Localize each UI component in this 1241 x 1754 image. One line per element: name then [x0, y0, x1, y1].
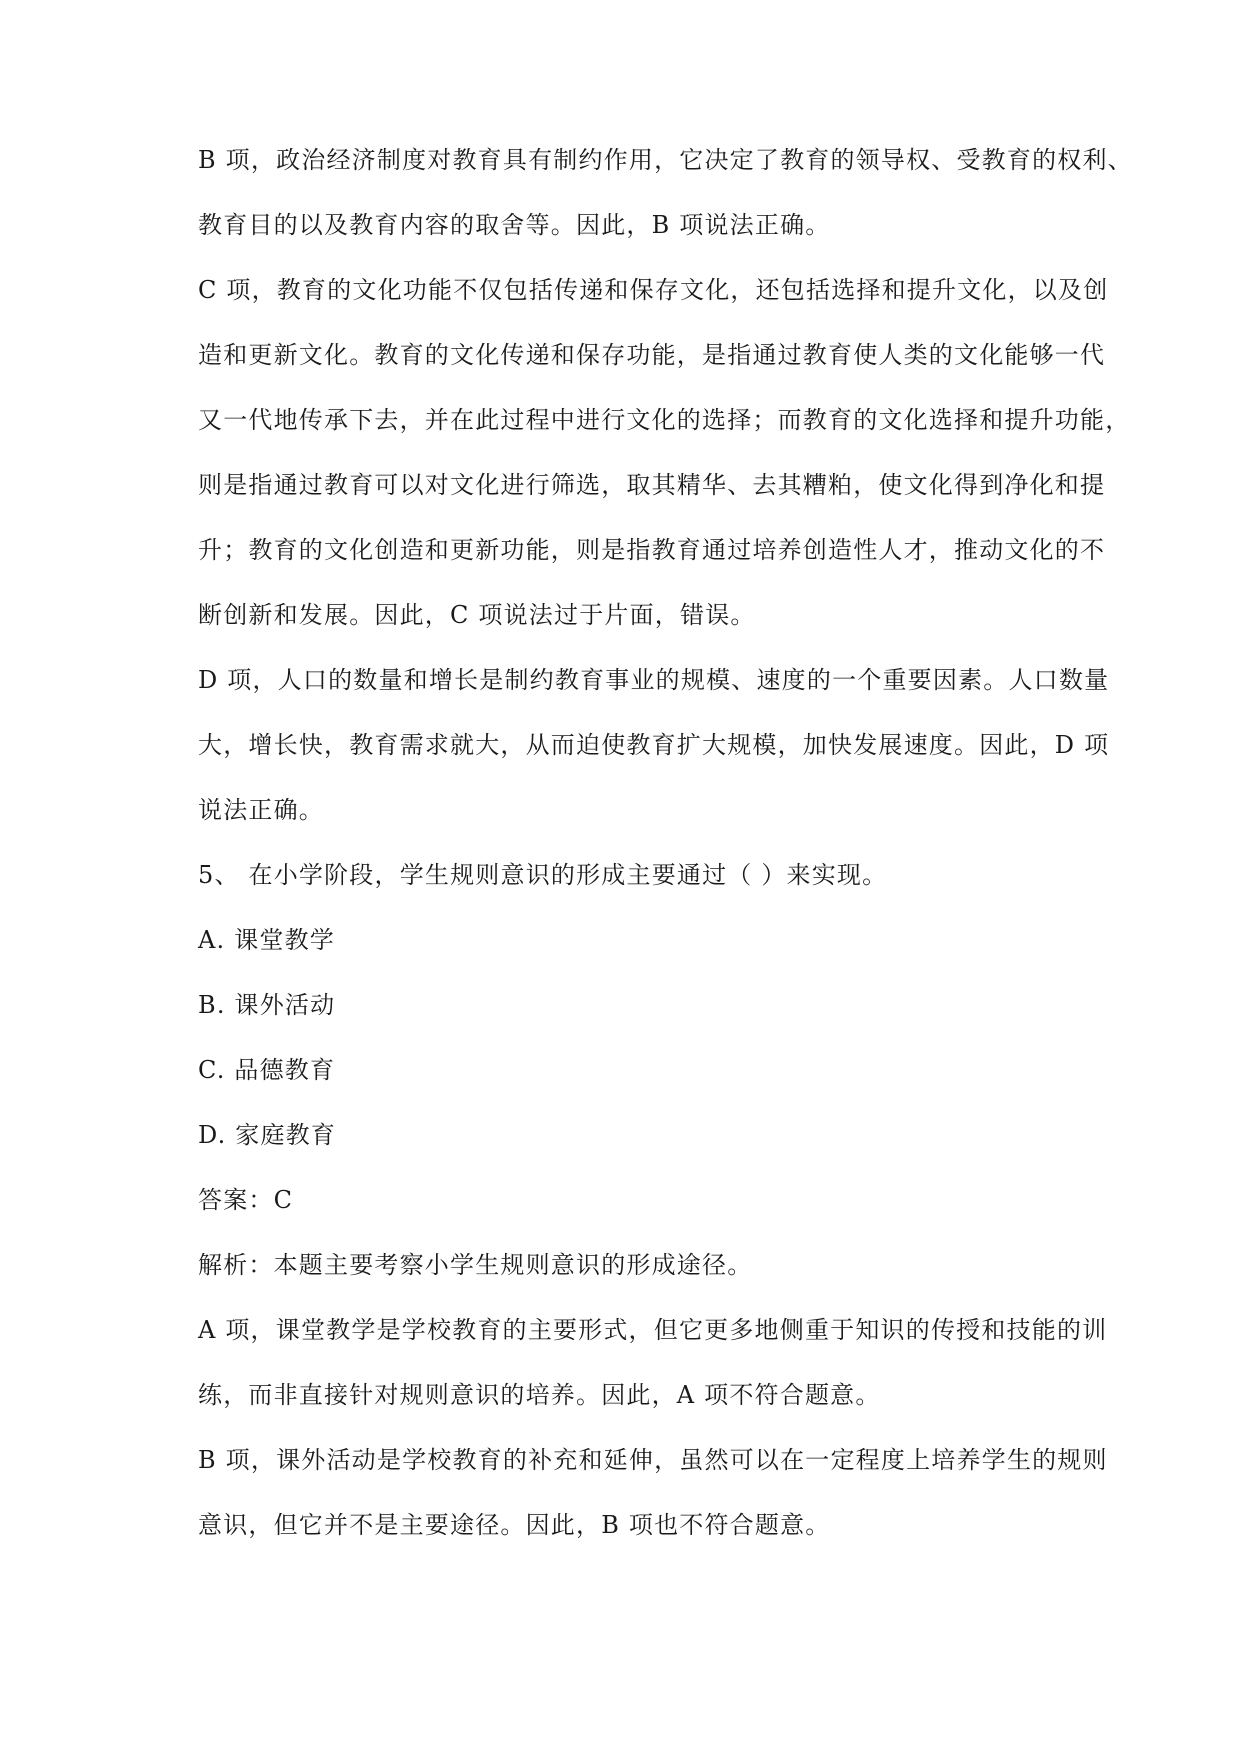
text-line: 练，而非直接针对规则意识的培养。因此，A 项不符合题意。 [198, 1381, 881, 1409]
question-stem: 5、 在小学阶段，学生规则意识的形成主要通过（ ）来实现。 [198, 861, 888, 889]
text-line: 教育目的以及教育内容的取舍等。因此，B 项说法正确。 [198, 211, 831, 239]
text-line: 大，增长快，教育需求就大，从而迫使教育扩大规模，加快发展速度。因此，D 项 [198, 731, 1110, 759]
text-line: B 项，政治经济制度对教育具有制约作用，它决定了教育的领导权、受教育的权利、 [198, 146, 1133, 174]
text-line: 断创新和发展。因此，C 项说法过于片面，错误。 [198, 601, 756, 629]
text-line: 意识，但它并不是主要途径。因此，B 项也不符合题意。 [198, 1511, 831, 1539]
text-line: C 项，教育的文化功能不仅包括传递和保存文化，还包括选择和提升文化，以及创 [198, 276, 1109, 304]
text-line: 升；教育的文化创造和更新功能，则是指教育通过培养创造性人才，推动文化的不 [198, 536, 1106, 564]
text-line: D 项，人口的数量和增长是制约教育事业的规模、速度的一个重要因素。人口数量 [198, 666, 1110, 694]
answer-line: 答案：C [198, 1186, 294, 1214]
text-line: B 项，课外活动是学校教育的补充和延伸，虽然可以在一定程度上培养学生的规则 [198, 1446, 1108, 1474]
text-line: 则是指通过教育可以对文化进行筛选，取其精华、去其糟粕，使文化得到净化和提 [198, 471, 1106, 499]
option-a: A. 课堂教学 [198, 926, 335, 954]
analysis-heading: 解析：本题主要考察小学生规则意识的形成途径。 [198, 1251, 753, 1279]
text-line: A 项，课堂教学是学校教育的主要形式，但它更多地侧重于知识的传授和技能的训 [198, 1316, 1108, 1344]
option-d: D. 家庭教育 [198, 1121, 337, 1149]
option-c: C. 品德教育 [198, 1056, 336, 1084]
text-line: 造和更新文化。教育的文化传递和保存功能，是指通过教育使人类的文化能够一代 [198, 341, 1106, 369]
option-b: B. 课外活动 [198, 991, 336, 1019]
text-line: 说法正确。 [198, 796, 324, 824]
document-body [198, 142, 1133, 1572]
text-line: 又一代地传承下去，并在此过程中进行文化的选择；而教育的文化选择和提升功能， [198, 406, 1131, 434]
